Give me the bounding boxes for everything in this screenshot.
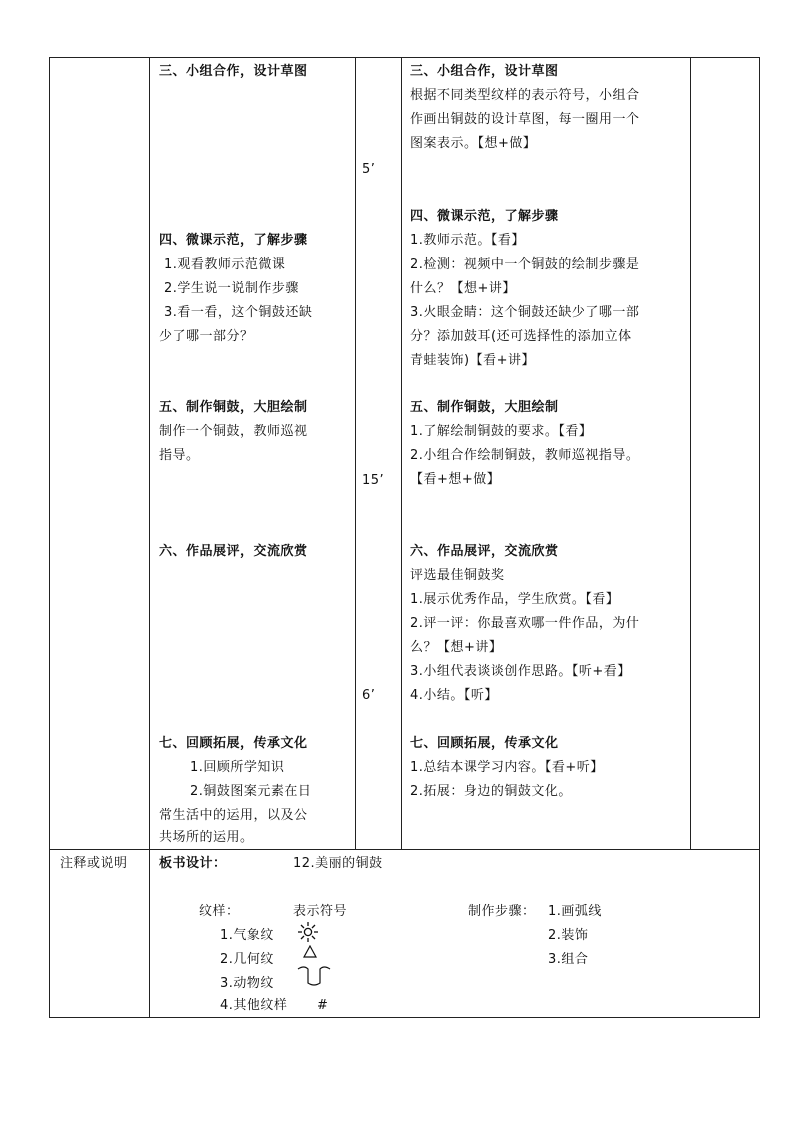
student-s5-line: 【看+想+做】 bbox=[410, 472, 501, 487]
activity-s7-title: 七、回顾拓展，传承文化 bbox=[159, 736, 308, 751]
activity-s7-line: 2.铜鼓图案元素在日 bbox=[190, 784, 312, 799]
student-s6-line: 4.小结。【听】 bbox=[410, 688, 498, 703]
student-s4-line: 青蛙装饰)【看+讲】 bbox=[410, 353, 535, 368]
steps-label: 制作步骤： bbox=[468, 904, 536, 919]
time-s6: 6’ bbox=[362, 688, 376, 703]
col-divider-4 bbox=[690, 57, 691, 850]
student-s5-title: 五、制作铜鼓，大胆绘制 bbox=[410, 400, 559, 415]
notes-row-divider bbox=[49, 849, 760, 850]
student-s5-line: 2.小组合作绘制铜鼓，教师巡视指导。 bbox=[410, 448, 640, 463]
student-s7-title: 七、回顾拓展，传承文化 bbox=[410, 736, 559, 751]
step-item: 1.画弧线 bbox=[548, 904, 602, 919]
student-s4-line: 2.检测：视频中一个铜鼓的绘制步骤是 bbox=[410, 257, 640, 272]
col-divider-1 bbox=[149, 57, 150, 1018]
pattern-item: 1.气象纹 bbox=[220, 928, 274, 943]
activity-s7-line: 共场所的运用。 bbox=[159, 830, 254, 845]
time-s5: 15’ bbox=[362, 473, 385, 488]
col-divider-3 bbox=[401, 57, 402, 850]
student-s3-line: 根据不同类型纹样的表示符号，小组合 bbox=[410, 88, 640, 103]
activity-s3-title: 三、小组合作，设计草图 bbox=[159, 64, 308, 79]
activity-s4-title: 四、微课示范，了解步骤 bbox=[159, 233, 308, 248]
symbol-label: 表示符号 bbox=[293, 904, 348, 919]
student-s4-line: 什么？【想+讲】 bbox=[410, 281, 516, 296]
student-s3-line: 图案表示。【想+做】 bbox=[410, 136, 537, 151]
activity-s5-line: 指导。 bbox=[159, 448, 200, 463]
pattern-item: 4.其他纹样 bbox=[220, 998, 288, 1013]
cup-icon bbox=[296, 963, 332, 989]
student-s6-line: 2.评一评：你最喜欢哪一件作品，为什 bbox=[410, 616, 640, 631]
pattern-label: 纹样： bbox=[199, 904, 240, 919]
activity-s7-line: 1.回顾所学知识 bbox=[190, 760, 285, 775]
activity-s5-line: 制作一个铜鼓，教师巡视 bbox=[159, 424, 308, 439]
student-s4-line: 1.教师示范。【看】 bbox=[410, 233, 525, 248]
student-s4-line: 3.火眼金睛：这个铜鼓还缺少了哪一部 bbox=[410, 305, 640, 320]
student-s6-title: 六、作品展评，交流欣赏 bbox=[410, 544, 559, 559]
student-s3-line: 作画出铜鼓的设计草图，每一圈用一个 bbox=[410, 112, 640, 127]
student-s6-line: 3.小组代表谈谈创作思路。【听+看】 bbox=[410, 664, 631, 679]
col-divider-2 bbox=[355, 57, 356, 850]
activity-s4-item: 2.学生说一说制作步骤 bbox=[164, 281, 299, 296]
table-border-bottom bbox=[49, 1017, 760, 1018]
student-s4-title: 四、微课示范，了解步骤 bbox=[410, 209, 559, 224]
table-border-right bbox=[759, 57, 760, 1018]
triangle-icon bbox=[303, 945, 317, 959]
activity-s4-item: 少了哪一部分？ bbox=[159, 329, 254, 344]
table-border-top bbox=[49, 57, 760, 58]
activity-s7-line: 常生活中的运用，以及公 bbox=[159, 808, 308, 823]
step-item: 3.组合 bbox=[548, 952, 589, 967]
activity-s5-title: 五、制作铜鼓，大胆绘制 bbox=[159, 400, 308, 415]
step-item: 2.装饰 bbox=[548, 928, 589, 943]
student-s6-line: 1.展示优秀作品，学生欣赏。【看】 bbox=[410, 592, 620, 607]
student-s4-line: 分？添加鼓耳(还可选择性的添加立体 bbox=[410, 329, 632, 344]
activity-s4-item: 3.看一看，这个铜鼓还缺 bbox=[164, 305, 313, 320]
other-symbol: # bbox=[317, 998, 329, 1013]
sun-icon bbox=[296, 921, 320, 943]
student-s6-line: 么？【想+讲】 bbox=[410, 640, 503, 655]
student-s7-line: 2.拓展：身边的铜鼓文化。 bbox=[410, 784, 572, 799]
pattern-item: 2.几何纹 bbox=[220, 952, 274, 967]
student-s5-line: 1.了解绘制铜鼓的要求。【看】 bbox=[410, 424, 593, 439]
student-s6-line: 评选最佳铜鼓奖 bbox=[410, 568, 505, 583]
pattern-item: 3.动物纹 bbox=[220, 976, 274, 991]
board-design-label: 板书设计： bbox=[159, 856, 227, 871]
student-s7-line: 1.总结本课学习内容。【看+听】 bbox=[410, 760, 604, 775]
activity-s6-title: 六、作品展评，交流欣赏 bbox=[159, 544, 308, 559]
student-s3-title: 三、小组合作，设计草图 bbox=[410, 64, 559, 79]
table-border-left bbox=[49, 57, 50, 1018]
time-s3: 5’ bbox=[362, 162, 376, 177]
activity-s4-item: 1.观看教师示范微课 bbox=[164, 257, 286, 272]
notes-label: 注释或说明 bbox=[60, 856, 128, 871]
lesson-title: 12.美丽的铜鼓 bbox=[293, 856, 383, 871]
